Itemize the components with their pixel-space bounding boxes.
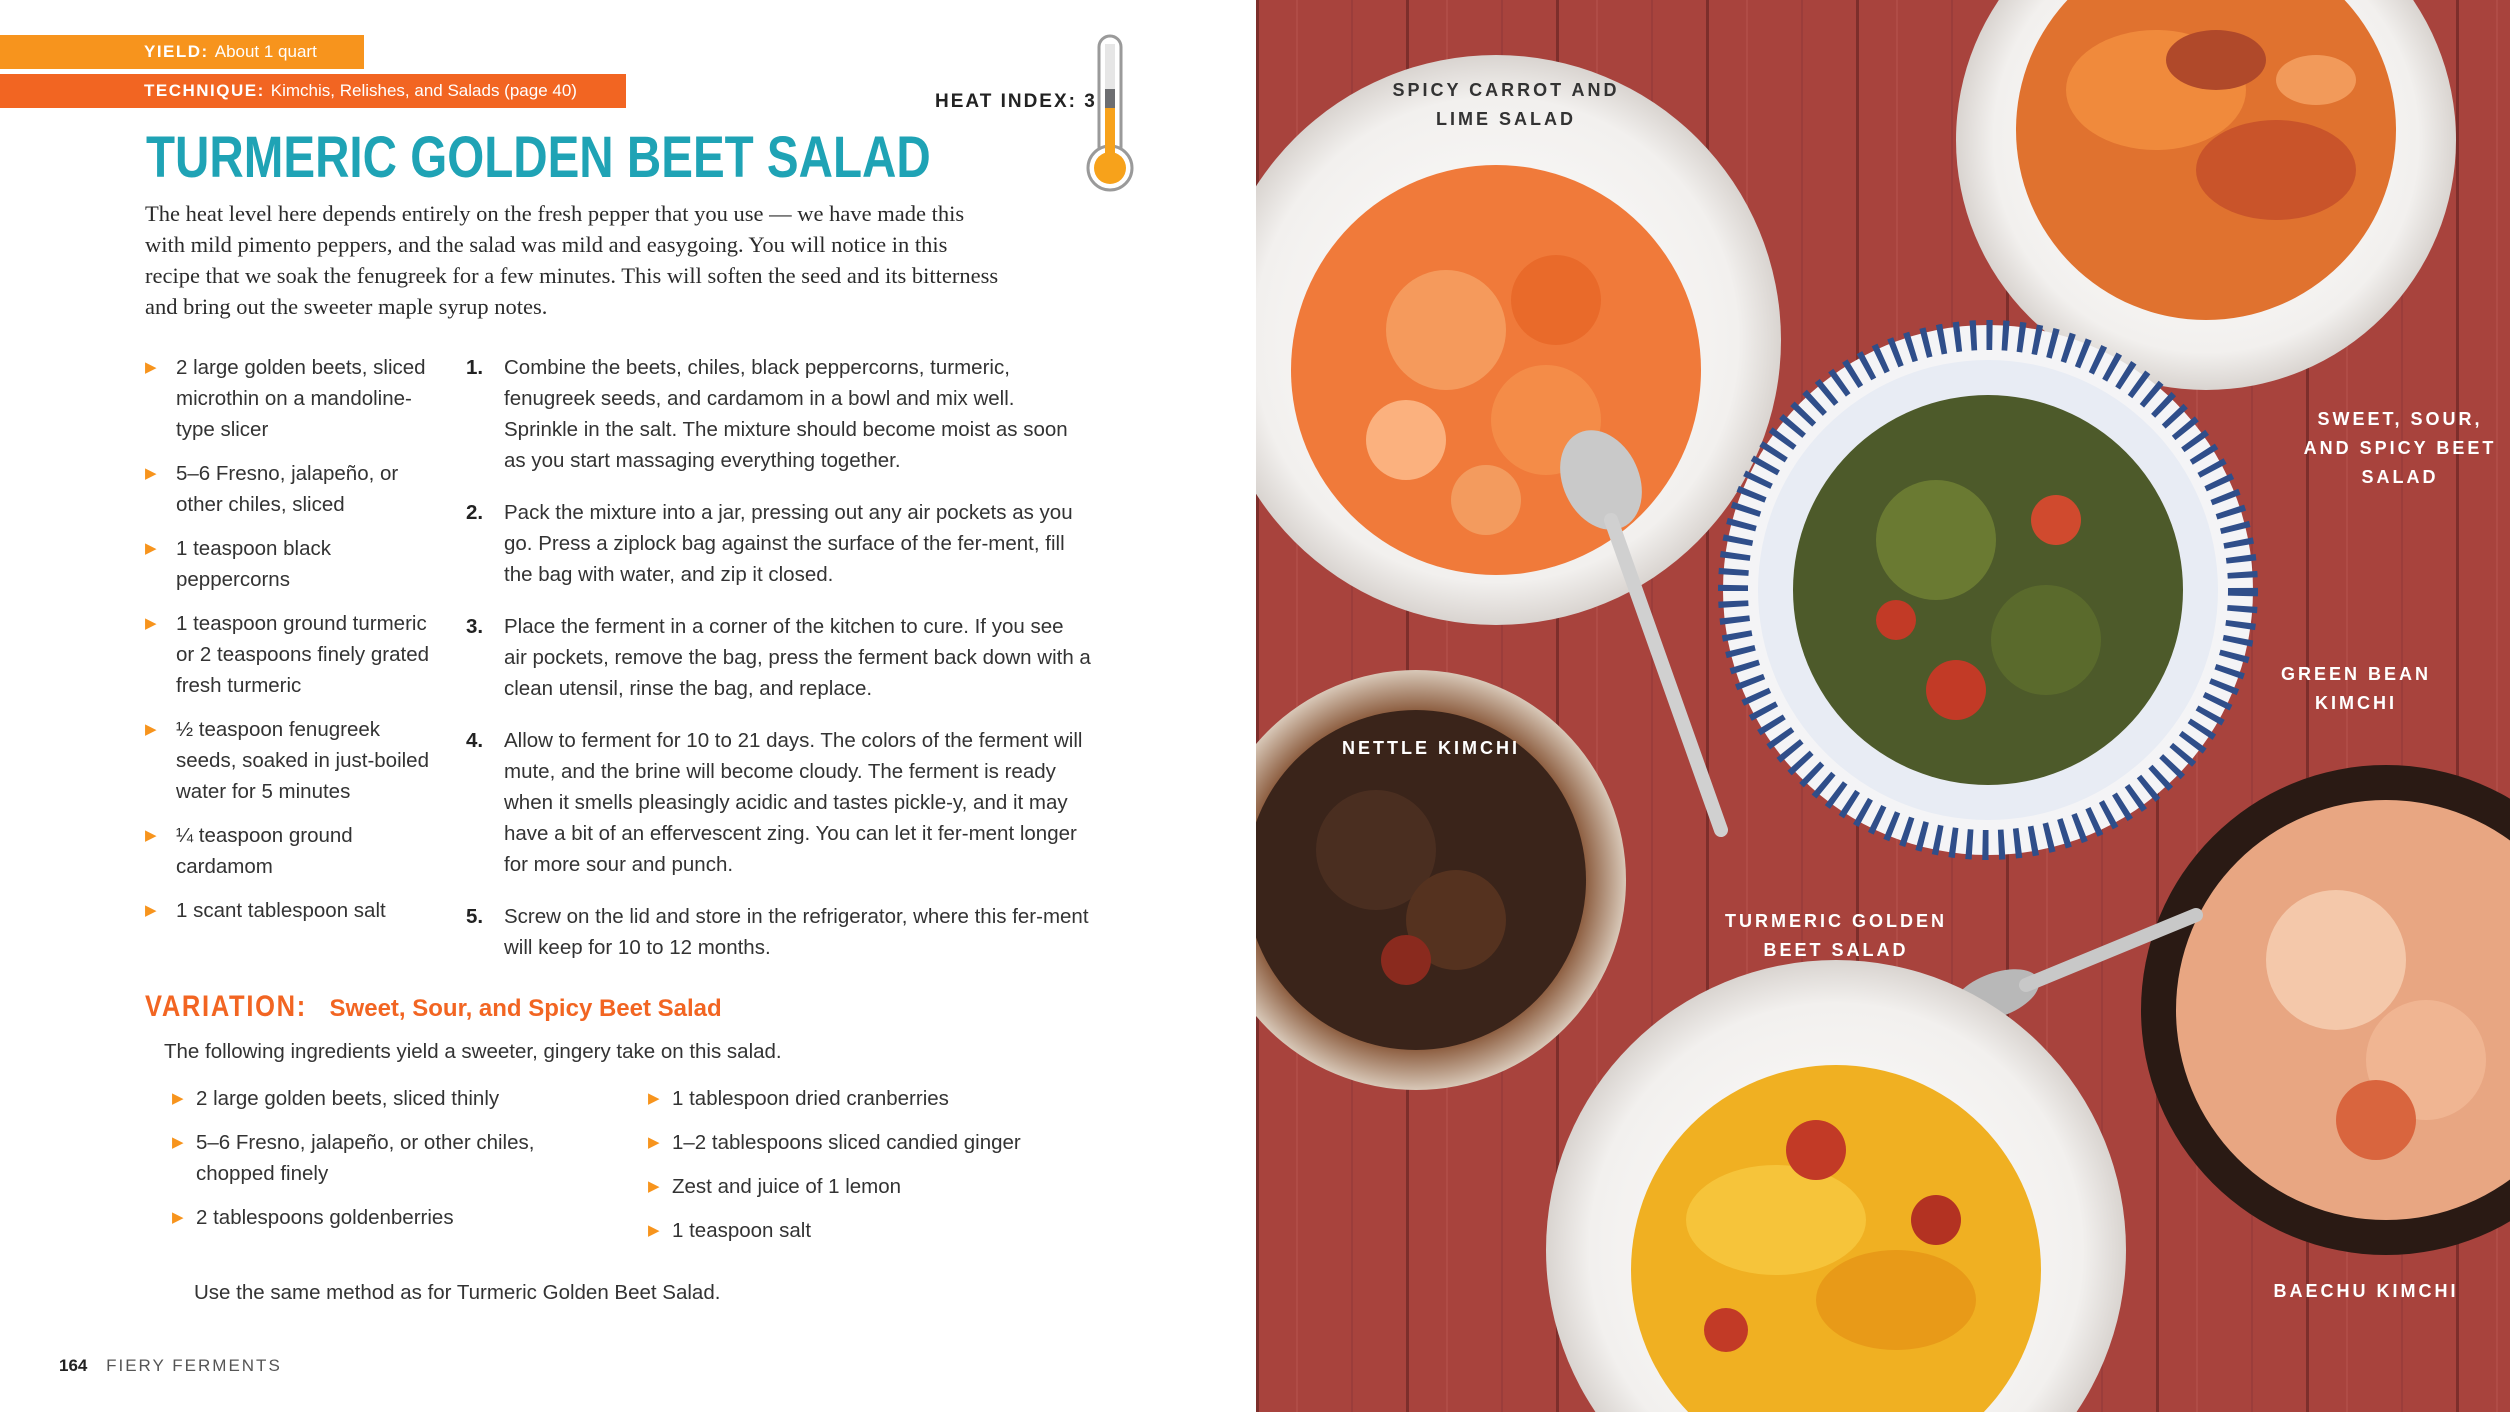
technique-value: Kimchis, Relishes, and Salads (page 40) xyxy=(270,81,577,100)
green-bean-bowl xyxy=(1723,325,2253,855)
step-number: 4. xyxy=(466,729,484,752)
triangle-bullet-icon: ▶ xyxy=(172,1090,184,1107)
triangle-bullet-icon: ▶ xyxy=(172,1209,184,1226)
triangle-bullet-icon: ▶ xyxy=(145,359,157,376)
step-list xyxy=(466,352,1091,984)
list-item xyxy=(145,714,445,807)
recipe-title: TURMERIC GOLDEN BEET SALAD xyxy=(146,125,931,190)
heat-index: HEAT INDEX: 3 xyxy=(935,91,1097,112)
variation-method: Use the same method as for Turmeric Golden Beet Salad. xyxy=(194,1281,721,1304)
list-item xyxy=(648,1215,1128,1246)
ingredient-list xyxy=(145,352,445,939)
label-baechu-kimchi: BAECHU KIMCHI xyxy=(2273,1281,2459,1301)
yield-value: About 1 quart xyxy=(214,42,317,61)
list-item xyxy=(648,1127,1128,1158)
list-item xyxy=(145,895,445,926)
list-item xyxy=(648,1083,1128,1114)
list-item xyxy=(172,1083,612,1114)
list-item-text: 2 tablespoons goldenberries xyxy=(196,1206,454,1229)
technique-tag xyxy=(0,74,626,108)
list-item-text: 1–2 tablespoons sliced candied ginger xyxy=(672,1131,1021,1154)
book-title: FIERY FERMENTS xyxy=(106,1356,282,1375)
triangle-bullet-icon: ▶ xyxy=(145,902,157,919)
variation-heading xyxy=(145,990,722,1024)
technique-key: TECHNIQUE: xyxy=(144,81,265,100)
list-item xyxy=(172,1202,612,1233)
list-item-text: ½ teaspoon fenugreek seeds, soaked in just-boiled water for 5 minutes xyxy=(176,718,429,803)
thermometer-icon xyxy=(1080,34,1140,194)
label-sweet-sour-beet: SWEET, SOUR, AND SPICY BEET SALAD xyxy=(2303,409,2497,487)
list-item-text: 2 large golden beets, sliced thinly xyxy=(196,1087,500,1110)
list-item-text: 1 teaspoon salt xyxy=(672,1219,812,1242)
step-item xyxy=(466,352,1091,476)
step-number: 1. xyxy=(466,356,484,379)
step-item xyxy=(466,497,1091,590)
list-item xyxy=(145,352,445,445)
photo-page xyxy=(1256,0,2510,1412)
triangle-bullet-icon: ▶ xyxy=(145,827,157,844)
variation-intro: The following ingredients yield a sweeter, gingery take on this salad. xyxy=(164,1040,782,1063)
list-item xyxy=(145,533,445,595)
yield-tag xyxy=(0,35,364,69)
triangle-bullet-icon: ▶ xyxy=(172,1134,184,1151)
triangle-bullet-icon: ▶ xyxy=(145,540,157,557)
step-item xyxy=(466,725,1091,880)
step-item xyxy=(466,901,1091,963)
triangle-bullet-icon: ▶ xyxy=(145,615,157,632)
yield-key: YIELD: xyxy=(144,42,209,61)
list-item-text: Zest and juice of 1 lemon xyxy=(672,1175,902,1198)
triangle-bullet-icon: ▶ xyxy=(145,721,157,738)
triangle-bullet-icon: ▶ xyxy=(145,465,157,482)
list-item xyxy=(172,1127,612,1189)
label-turmeric-beet-salad: TURMERIC GOLDEN BEET SALAD xyxy=(1725,911,1947,960)
recipe-intro: The heat level here depends entirely on the fresh pepper that you use — we have made this with mild pimento peppers, and the salad was mild and easygoing. You will notice in this recipe that we soak the fenugreek for a few minutes. This will soften the seed and its bitterness and bring out the sweeter maple syrup notes. xyxy=(145,201,999,319)
list-item xyxy=(145,820,445,882)
list-item xyxy=(145,458,445,520)
list-item-text: 1 scant tablespoon salt xyxy=(176,899,386,922)
triangle-bullet-icon: ▶ xyxy=(648,1178,660,1195)
step-text: Allow to ferment for 10 to 21 days. The colors of the ferment will mute, and the brine will become cloudy. The ferment is ready when it smells pleasingly acidic and tastes pickle-y, and it may have a bit of an effervescent zing. You can let it fer-ment longer for more sour and punch. xyxy=(504,729,1083,876)
list-item-text: ¼ teaspoon ground cardamom xyxy=(176,824,353,878)
label-nettle-kimchi: NETTLE KIMCHI xyxy=(1342,738,1520,758)
step-number: 5. xyxy=(466,905,484,928)
variation-label: VARIATION: xyxy=(145,990,307,1023)
step-text: Pack the mixture into a jar, pressing out any air pockets as you go. Press a ziplock bag against the surface of the fer-ment, fill the bag with water, and zip it closed. xyxy=(504,501,1073,586)
page-footer xyxy=(59,1356,282,1376)
step-text: Place the ferment in a corner of the kitchen to cure. If you see air pockets, remove the bag, press the ferment back down with a clean utensil, rinse the bag, and replace. xyxy=(504,615,1091,700)
list-item-text: 1 tablespoon dried cranberries xyxy=(672,1087,949,1110)
step-number: 3. xyxy=(466,615,484,638)
list-item-text: 5–6 Fresno, jalapeño, or other chiles, chopped finely xyxy=(196,1131,535,1185)
variation-ingredients-col1 xyxy=(172,1083,612,1246)
page-number: 164 xyxy=(59,1356,88,1375)
list-item-text: 1 teaspoon ground turmeric or 2 teaspoons finely grated fresh turmeric xyxy=(176,612,429,697)
variation-title: Sweet, Sour, and Spicy Beet Salad xyxy=(329,995,722,1022)
label-carrot-salad: SPICY CARROT AND LIME SALAD xyxy=(1392,80,1620,129)
step-text: Screw on the lid and store in the refrigerator, where this fer-ment will keep for 10 to 12 months. xyxy=(504,905,1089,959)
triangle-bullet-icon: ▶ xyxy=(648,1222,660,1239)
variation-ingredients-col2 xyxy=(648,1083,1128,1259)
list-item xyxy=(145,608,445,701)
list-item-text: 2 large golden beets, sliced microthin on a mandoline-type slicer xyxy=(176,356,426,441)
list-item-text: 5–6 Fresno, jalapeño, or other chiles, sliced xyxy=(176,462,399,516)
list-item xyxy=(648,1171,1128,1202)
step-item xyxy=(466,611,1091,704)
step-text: Combine the beets, chiles, black peppercorns, turmeric, fenugreek seeds, and cardamom in a bowl and mix well. Sprinkle in the salt. The mixture should become moist as soon as you start massaging everything together. xyxy=(504,356,1068,472)
step-number: 2. xyxy=(466,501,484,524)
list-item-text: 1 teaspoon black peppercorns xyxy=(176,537,332,591)
triangle-bullet-icon: ▶ xyxy=(648,1090,660,1107)
triangle-bullet-icon: ▶ xyxy=(648,1134,660,1151)
label-green-bean-kimchi: GREEN BEAN KIMCHI xyxy=(2280,664,2431,713)
